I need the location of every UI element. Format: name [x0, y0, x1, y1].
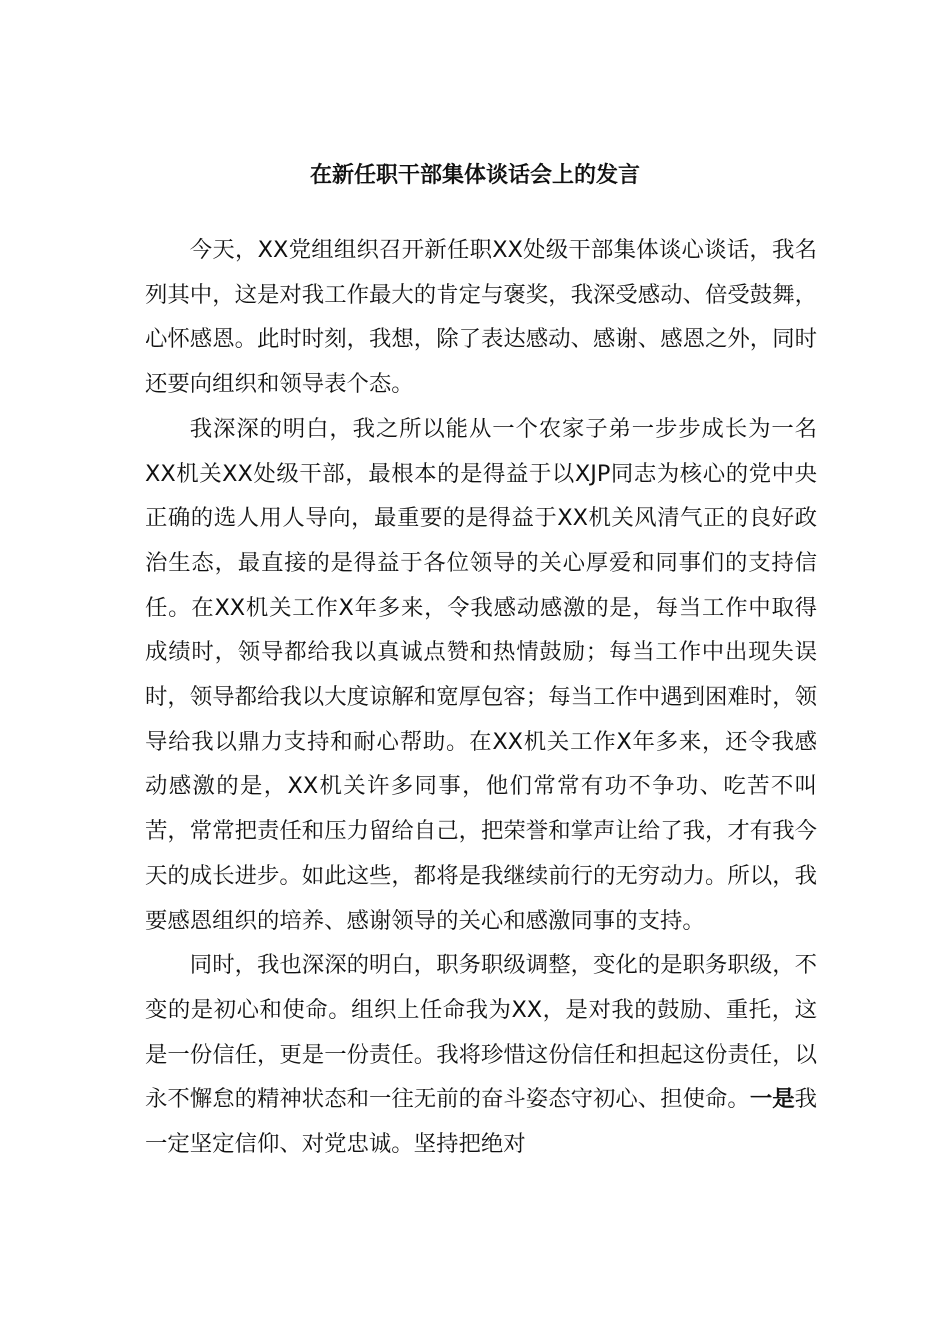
document-title: 在新任职干部集体谈话会上的发言 [309, 163, 640, 188]
paragraph-3-text-after: 我一定坚定信仰、对党忠诚。坚持把绝对 [145, 1086, 818, 1158]
document-body [145, 228, 817, 1167]
paragraph-2: 我深深的明白，我之所以能从一个农家子弟一步步成长为一名XX机关XX处级干部，最根本的是得益于以XJP同志为核心的党中央正确的选人用人导向，最重要的是得益于XX机关风清气正的良好政治生态，最直接的是得益于各位领导的关心厚爱和同事们的支持信任。在XX机关工作X年多来，令我感动感激的是，每当工作中取得成绩时，领导都给我以真诚点赞和热情鼓励；每当工作中出现失误时，领导都给我以大度谅解和宽厚包容；每当工作中遇到困难时，领导给我以鼎力支持和耐心帮助。在XX机关工作X年多来，还令我感动感激的是，XX机关许多同事，他们常常有功不争功、吃苦不叫苦，常常把责任和压力留给自己，把荣誉和掌声让给了我，才有我今天的成长进步。如此这些，都将是我继续前行的无穷动力。所以，我要感恩组织的培养、感谢领导的关心和感激同事的支持。 [145, 415, 817, 934]
paragraph-3-bold-lead: 一是 [749, 1086, 795, 1113]
paragraph-1: 今天，XX党组组织召开新任职XX处级干部集体谈心谈话，我名列其中，这是对我工作最大的肯定与褒奖，我深受感动、倍受鼓舞，心怀感恩。此时时刻，我想，除了表达感动、感谢、感恩之外，同时还要向组织和领导表个态。 [145, 237, 817, 398]
paragraph-3-text: 同时，我也深深的明白，职务职级调整，变化的是职务职级，不变的是初心和使命。组织上任命我为XX，是对我的鼓励、重托，这是一份信任，更是一份责任。我将珍惜这份信任和担起这份责任，以永不懈怠的精神状态和一往无前的奋斗姿态守初心、担使命。 [145, 952, 817, 1113]
paragraph-3 [145, 943, 817, 1167]
